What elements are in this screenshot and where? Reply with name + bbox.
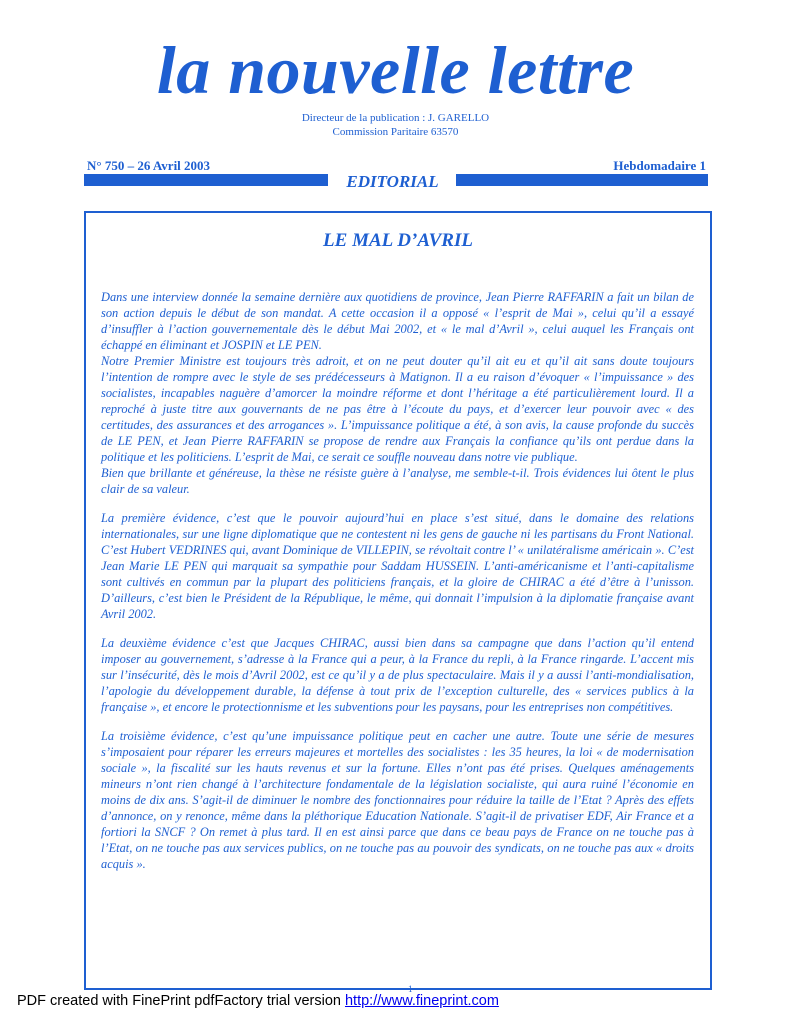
pdf-footer — [17, 993, 499, 1009]
section-title: EDITORIAL — [346, 172, 439, 191]
paragraph-prime-minister: Notre Premier Ministre est toujours très adroit, et on ne peut douter qu’il ait eu et qu’il ait sans doute toujours l’intention de rompre avec le style de ses prédécesseurs à Matignon. Il a eu raison d’évoquer « l’impuissance » des socialistes, incapables naguère d’amorcer la moindre réforme et dont l’héritage a été particulièrement lourd. Il a reproché à juste titre aux gouvernants de ne pas être à l’écoute du pays, et d’exercer leur pouvoir avec « des certitudes, des assurances et des arrogances ». L’impuissance politique a été, à son avis, la cause profonde du succès de LE PEN, et Jean Pierre RAFFARIN se propose de rendre aux Français la confiance qu’ils ont perdue dans la politique et les politiciens. L’esprit de Mai, ce serait ce souffle nouveau dans notre vie publique. — [101, 354, 694, 464]
commission-number: Commission Paritaire 63570 — [332, 126, 459, 138]
footer-text: PDF created with FinePrint pdfFactory trial version — [17, 993, 345, 1009]
paragraph-thesis: Bien que brillante et généreuse, la thèse ne résiste guère à l’analyse, me semble-t-il. Trois évidences lui ôtent le plus clair de sa valeur. — [101, 466, 694, 496]
publication-director: Directeur de la publication : J. GARELLO — [301, 112, 490, 124]
masthead-title: la nouvelle lettre — [156, 32, 635, 108]
paragraph-second-evidence: La deuxième évidence c’est que Jacques CHIRAC, aussi bien dans sa campagne que dans l’action qu’il entend imposer au gouvernement, s’adresse à la France qui a peur, à la France du repli, à la France ringarde. L’accent mis sur l’insécurité, dès le mois d’Avril 2002, est ce qu’il y a de plus spectaculaire. Mais il y a aussi l’anti-mondialisation, l’apologie du développement durable, la défense à tout prix de l’exception culturelle, des « services publics à la française », et encore le protectionnisme et les subventions pour les paysans, pour les entreprises non compétitives. — [101, 636, 694, 714]
page-number: 1 — [408, 984, 413, 994]
section-bar-right — [456, 174, 708, 186]
paragraph-intro: Dans une interview donnée la semaine dernière aux quotidiens de province, Jean Pierre RAFFARIN a fait un bilan de son action depuis le début de son mandat. A cette occasion il a opposé « l’esprit de Mai », celui qu’il a essayé d’insuffler à l’action gouvernementale dès le début Mai 2002, et « le mal d’Avril », celui auquel les Français ont échappé en éliminant et JOSPIN et LE PEN. — [101, 290, 694, 352]
article-title: LE MAL D’AVRIL — [323, 230, 473, 251]
paragraph-third-evidence: La troisième évidence, c’est qu’une impuissance politique peut en cacher une autre. Toute une série de mesures s’imposaient pour réparer les erreurs majeures et mortelles des socialistes : les 35 heures, la loi « de modernisation sociale », la fiscalité sur les hauts revenus et sur la fortune. Elles n’ont pas été prises. Quelques aménagements mineurs n’ont rien changé à l’architecture fondamentale de la législation socialiste, qui aura ruiné l’économie en moins de dix ans. S’agit-il de diminuer le nombre des fonctionnaires pour réduire la taille de l’Etat ? Après des effets d’annonce, on y renonce, même dans la pléthorique Education Nationale. S’agit-il de privatiser EDF, Air France et a fortiori la SNCF ? On remet à plus tard. Il en est ainsi parce que dans ce beau pays de France on ne touche pas à l’Etat, on ne touche pas aux services publics, on ne touche pas au pouvoir des syndicats, on ne touche pas aux « droits acquis ». — [101, 729, 694, 871]
fineprint-link[interactable]: http://www.fineprint.com — [344, 993, 499, 1009]
frequency-label: Hebdomadaire 1 — [613, 158, 706, 173]
article-body — [101, 289, 694, 872]
section-bar-left — [84, 174, 328, 186]
issue-number-date: N° 750 – 26 Avril 2003 — [87, 158, 211, 173]
paragraph-first-evidence: La première évidence, c’est que le pouvoir aujourd’hui en place s’est situé, dans le domaine des relations internationales, sur une ligne diplomatique que ne contestent ni les gens de gauche ni les partisans du Front National. C’est Hubert VEDRINES qui, avant Dominique de VILLEPIN, se révoltait contre l’ « unilatéralisme américain ». C’est Jean Marie LE PEN qui marquait sa sympathie pour Saddam HUSSEIN. L’anti-américanisme et l’anti-capitalisme sont cultivés en commun par la plupart des politiciens français, et la gloire de CHIRAC a été d’être à l’unisson. D’ailleurs, c’est bien le Président de la République, le même, qui donnait l’impulsion à la diplomatie française avant Avril 2002. — [101, 511, 694, 621]
